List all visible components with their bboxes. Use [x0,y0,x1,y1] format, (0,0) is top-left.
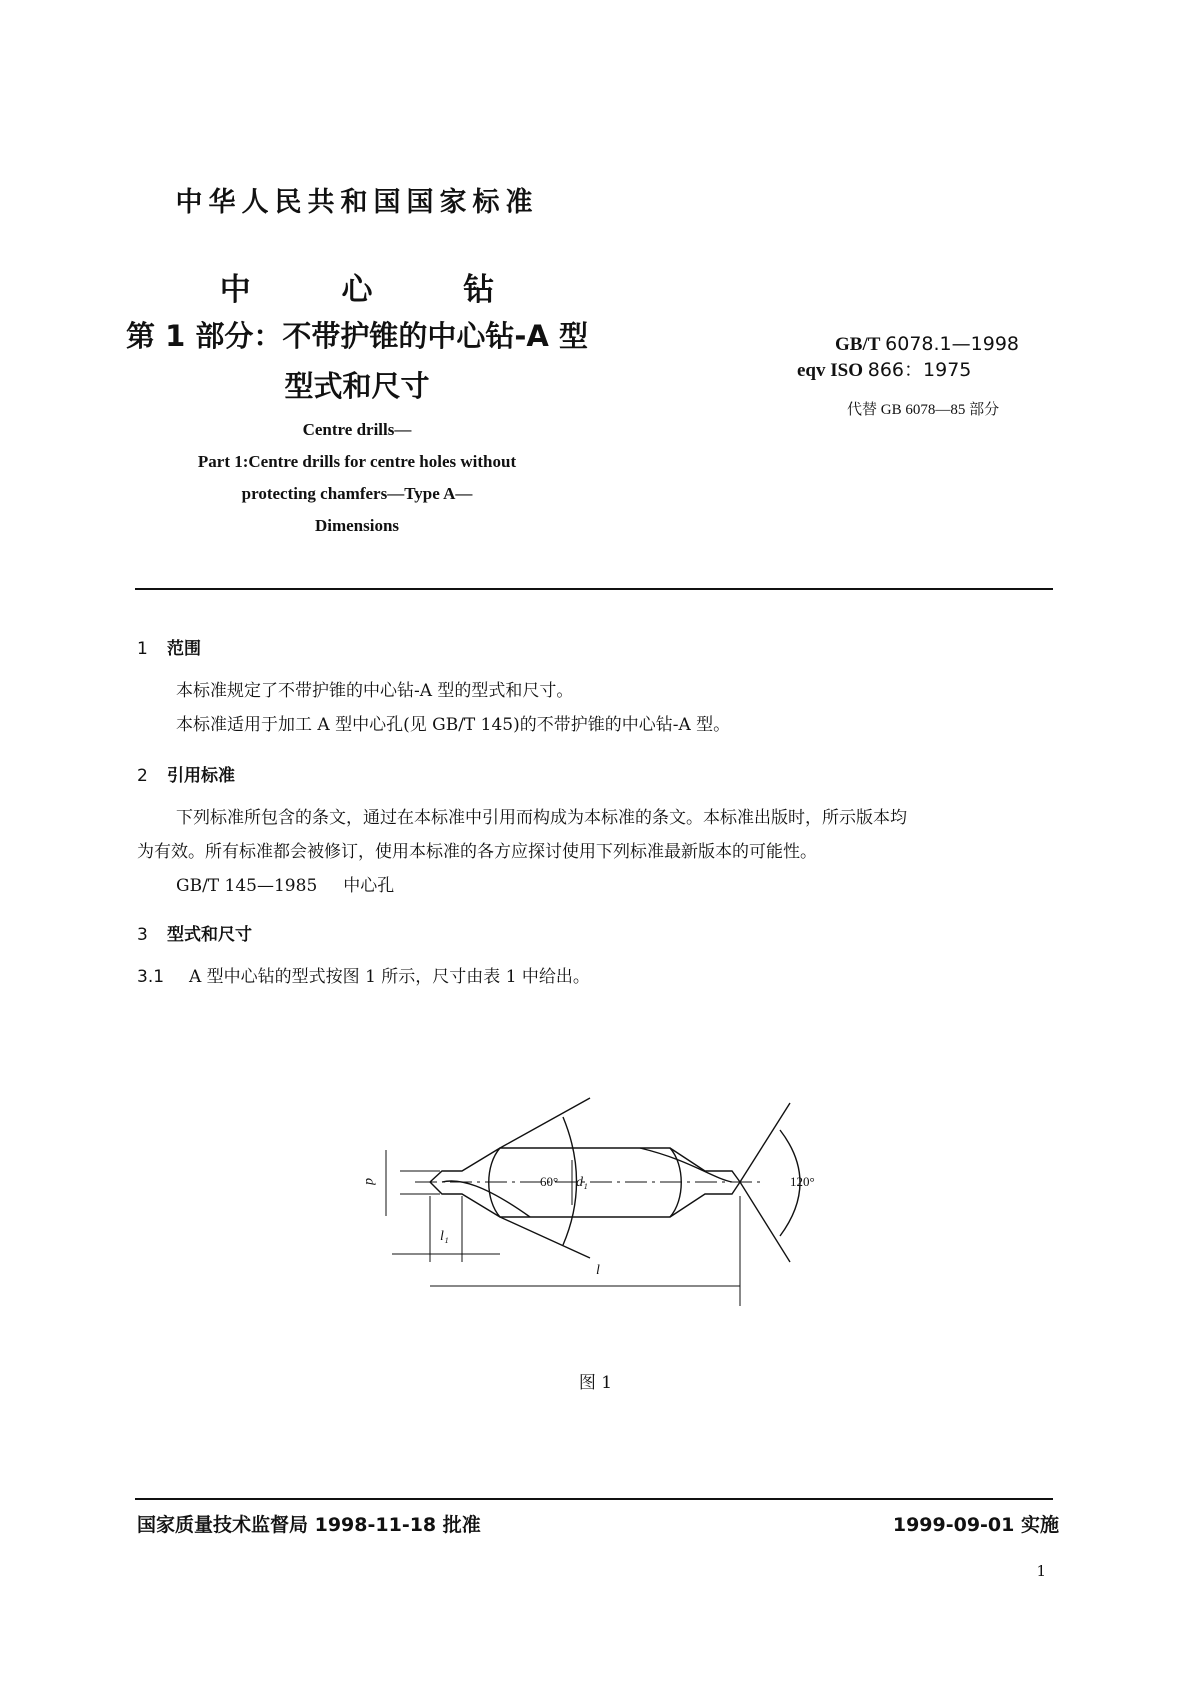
angle-120-line-bottom [740,1182,790,1262]
drill-flute-right-edge [640,1148,732,1182]
implementation-date: 1999-09-01 实施 [892,1514,1059,1536]
title-cn-sub: 型式和尺寸 [284,369,430,403]
eqv-prefix: eqv ISO [797,360,863,381]
label-angle-60: 60° [540,1174,559,1189]
label-angle-120: 120° [790,1174,815,1189]
angle-60-line-top [500,1098,590,1148]
section-2-number: 2 [137,766,148,786]
eqv-number: 866：1975 [867,359,972,381]
header-divider [135,588,1053,590]
footer-divider [135,1498,1053,1500]
approval-line: 国家质量技术监督局 1998-11-18 批准 [137,1514,481,1536]
title-cn-main: 中 心 钻 [219,272,535,308]
clause-3-1-number: 3.1 [137,967,165,987]
referenced-standard-title: 中心孔 [343,876,395,896]
section-1-paragraph-2: 本标准适用于加工 A 型中心孔(见 GB/T 145)的不带护锥的中心钻-A 型。 [176,715,731,735]
title-en-4: Dimensions [314,516,400,535]
label-d: d [362,1178,377,1185]
label-l: l [596,1263,600,1278]
figure-1-centre-drill [360,1090,820,1320]
standard-code [835,333,1019,356]
standard-code-prefix: GB/T [835,334,881,355]
replaces-note: 代替 GB 6078—85 部分 [847,402,1000,418]
section-1-heading [137,634,201,659]
standard-code-number: 6078.1—1998 [885,333,1019,355]
label-d1: d₁ [576,1175,588,1190]
section-3-number: 3 [137,925,148,945]
angle-60-arc [563,1117,577,1245]
section-2-paragraph-line-2: 为有效。所有标准都会被修订，使用本标准的各方应探讨使用下列标准最新版本的可能性。 [137,842,817,862]
title-en-1: Centre drills— [302,420,412,439]
section-2-paragraph-line-1: 下列标准所包含的条文，通过在本标准中引用而构成为本标准的条文。本标准出版时，所示版本均 [176,808,907,828]
section-2-title: 引用标准 [167,766,235,786]
title-cn-part: 第 1 部分：不带护锥的中心钻-A 型 [126,319,588,353]
referenced-standard-code: GB/T 145—1985 [176,876,318,896]
referenced-standard [176,869,394,903]
angle-60-line-bottom [500,1217,590,1258]
national-standard-heading: 中华人民共和国国家标准 [175,187,539,218]
figure-caption: 图 1 [578,1373,613,1393]
title-en-3: protecting chamfers—Type A— [241,484,473,503]
drill-flute-left-edge [442,1181,530,1217]
label-l1: l₁ [440,1229,449,1244]
section-2-heading [137,761,235,786]
clause-3-1-text: A 型中心钻的型式按图 1 所示，尺寸由表 1 中给出。 [189,967,590,987]
section-1-paragraph-1: 本标准规定了不带护锥的中心钻-A 型的型式和尺寸。 [176,681,574,701]
section-1-title: 范围 [167,639,201,659]
page-number: 1 [1036,1562,1046,1580]
section-3-heading [137,920,252,945]
clause-3-1 [137,960,590,994]
title-en-2: Part 1:Centre drills for centre holes without [197,452,517,471]
equivalent-standard [797,355,971,382]
section-1-number: 1 [137,639,148,659]
angle-120-line-top [740,1103,790,1182]
section-3-title: 型式和尺寸 [167,925,252,945]
